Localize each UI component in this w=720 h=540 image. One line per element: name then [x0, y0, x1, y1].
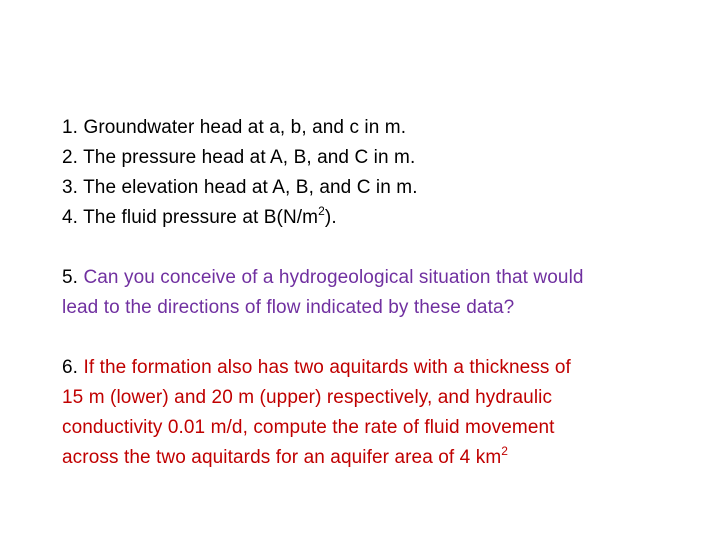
question-4-superscript: 2 [318, 203, 325, 218]
question-6-line-4 [62, 443, 702, 473]
question-6-text-2: 15 m (lower) and 20 m (upper) respectively, and hydraulic [62, 387, 553, 408]
question-6-superscript: 2 [501, 443, 509, 458]
question-1-text: Groundwater head at a, b, and c in m. [83, 117, 407, 138]
spacer [62, 233, 702, 263]
question-5-line-1 [62, 263, 702, 293]
question-4-text-end: ). [324, 207, 337, 228]
question-1-number: 1. [62, 117, 79, 138]
spacer [62, 323, 702, 353]
question-6-text-4: across the two aquitards for an aquifer area of 4 km [62, 447, 502, 468]
question-5-text-1: Can you conceive of a hydrogeological situation that would [83, 267, 584, 288]
question-5-line-2 [62, 293, 702, 323]
question-4-number: 4. [62, 207, 79, 228]
question-6-line-2 [62, 383, 702, 413]
question-1 [62, 113, 702, 143]
question-3-text: The elevation head at A, B, and C in m. [83, 177, 418, 198]
question-6-text-1: If the formation also has two aquitards with a thickness of [83, 357, 571, 378]
question-2-number: 2. [62, 147, 79, 168]
question-4 [62, 203, 702, 233]
question-5-number: 5. [62, 267, 79, 288]
question-3-number: 3. [62, 177, 79, 198]
question-6-line-1 [62, 353, 702, 383]
question-4-text: The fluid pressure at B(N/m [83, 207, 319, 228]
question-5-text-2: lead to the directions of flow indicated by these data? [62, 297, 515, 318]
question-2 [62, 143, 702, 173]
question-6-number: 6. [62, 357, 79, 378]
question-5 [62, 263, 702, 323]
question-6-line-3 [62, 413, 702, 443]
question-6-text-3: conductivity 0.01 m/d, compute the rate of fluid movement [62, 417, 555, 438]
question-2-text: The pressure head at A, B, and C in m. [83, 147, 416, 168]
question-6 [62, 353, 702, 473]
slide-content [62, 113, 702, 473]
question-3 [62, 173, 702, 203]
